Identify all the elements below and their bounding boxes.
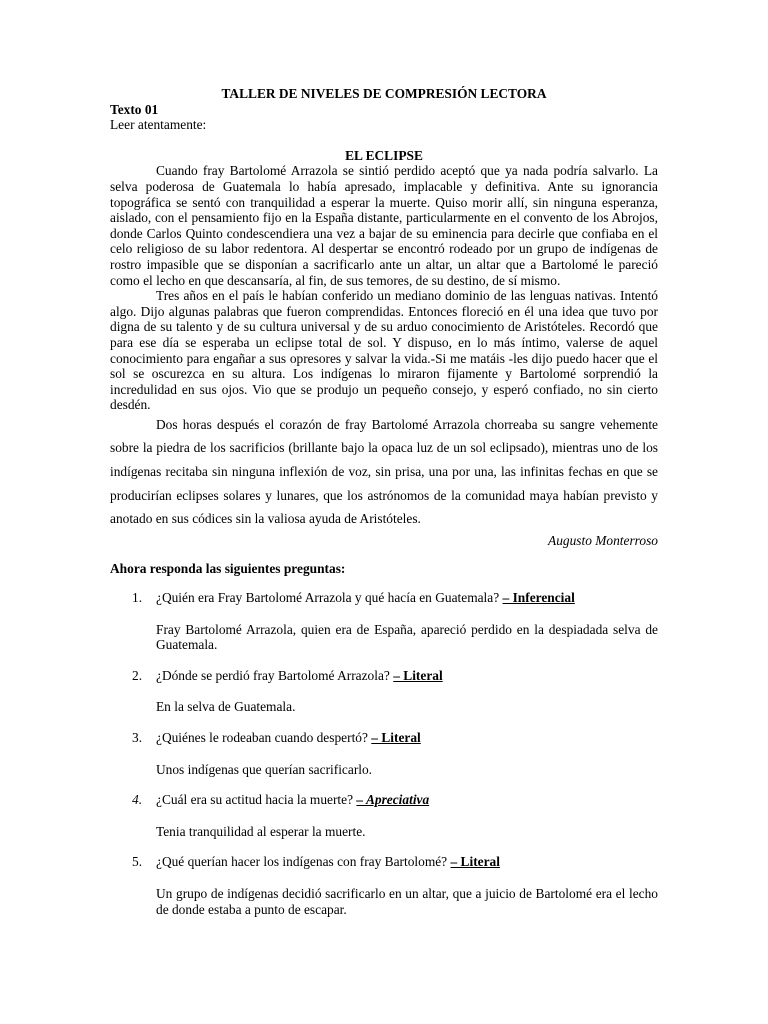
story-paragraph-2: Tres años en el país le habían conferido un mediano dominio de las lenguas nativas. Intentó algo. Dijo algunas palabras que fueron comprendidas. Entonces floreció en él una idea que tuvo por digna de su talento y de su cultura universal y de su arduo conocimiento de Aristóteles. Recordó que para ese día se esperaba un eclipse total de sol. Y dispuso, en lo más íntimo, valerse de aquel conocimiento para engañar a sus opresores y salvar la vida.-Si me matáis -les dijo puedo hacer que el sol se oscurezca en su altura. Los indígenas lo miraron fijamente y Bartolomé sorprendió la incredulidad en sus ojos. Vio que se produjo un pequeño consejo, y esperó confiado, no sin cierto desdén.	[110, 288, 658, 413]
document-title: TALLER DE NIVELES DE COMPRESIÓN LECTORA	[221, 86, 547, 101]
question-number: 2.	[132, 667, 143, 683]
questions-heading: Ahora responda las siguientes preguntas:	[110, 561, 346, 577]
question-level-tag: – Inferencial	[502, 590, 575, 606]
question-item	[110, 854, 658, 870]
question-item	[110, 590, 658, 606]
instruction-text: Leer atentamente:	[110, 117, 207, 133]
question-number: 1.	[132, 590, 143, 606]
answer-text: Tenia tranquilidad al esperar la muerte.	[156, 823, 366, 839]
question-level-tag: – Literal	[393, 667, 443, 683]
question-item	[110, 730, 658, 746]
answer-text: En la selva de Guatemala.	[156, 699, 296, 715]
question-number: 4.	[132, 792, 143, 808]
answer-text: Unos indígenas que querían sacrificarlo.	[156, 761, 373, 777]
story-paragraph-1: Cuando fray Bartolomé Arrazola se sintió perdido aceptó que ya nada podría salvarlo. La selva poderosa de Guatemala lo había apresado, implacable y definitiva. Ante su ignorancia topográfica se sentó con tranquilidad a esperar la muerte. Quiso morir allí, sin ninguna esperanza, aislado, con el pensamiento fijo en la España distante, particularmente en el convento de los Abrojos, donde Carlos Quinto condescendiera una vez a bajar de su eminencia para decirle que confiaba en el celo religioso de su labor redentora. Al despertar se encontró rodeado por un grupo de indígenas de rostro impasible que se disponían a sacrificarlo ante un altar, un altar que a Bartolomé le pareció como el lecho en que descansaría, al fin, de sus temores, de su destino, de sí mismo.	[110, 163, 658, 288]
question-text: ¿Quiénes le rodeaban cuando despertó?	[156, 730, 368, 745]
answer-text: Un grupo de indígenas decidió sacrificarlo en un altar, que a juicio de Bartolomé era el lecho de donde estaba a punto de escapar.	[156, 885, 658, 917]
question-text: ¿Quién era Fray Bartolomé Arrazola y qué hacía en Guatemala?	[156, 590, 500, 606]
question-text: ¿Cuál era su actitud hacia la muerte?	[156, 792, 354, 808]
story-paragraph-3: Dos horas después el corazón de fray Bartolomé Arrazola chorreaba su sangre vehemente sobre la piedra de los sacrificios (brillante bajo la opaca luz de un sol eclipsado), mientras uno de los indígenas recitaba sin ninguna inflexión de voz, sin prisa, una por una, las infinitas fechas en que se producirían eclipses solares y lunares, que los astrónomos de la comunidad maya habían previsto y anotado en sus códices sin la valiosa ayuda de Aristóteles.	[110, 416, 658, 527]
text-label: Texto 01	[110, 101, 159, 117]
story-title: EL ECLIPSE	[345, 147, 423, 163]
question-number: 3.	[132, 730, 143, 745]
question-item	[110, 792, 658, 808]
question-item	[110, 668, 658, 684]
document-page	[110, 86, 658, 917]
question-text: ¿Qué querían hacer los indígenas con fray Bartolomé?	[156, 854, 448, 870]
question-number: 5.	[132, 854, 143, 870]
story-author: Augusto Monterroso	[548, 532, 658, 548]
question-level-tag: – Literal	[371, 730, 421, 745]
questions-list	[110, 590, 658, 917]
question-level-tag: – Literal	[450, 854, 500, 870]
answer-text: Fray Bartolomé Arrazola, quien era de España, apareció perdido en la despiadada selva de Guatemala.	[156, 621, 658, 653]
question-text: ¿Dónde se perdió fray Bartolomé Arrazola?	[156, 667, 390, 683]
question-level-tag: – Apreciativa	[356, 792, 430, 808]
